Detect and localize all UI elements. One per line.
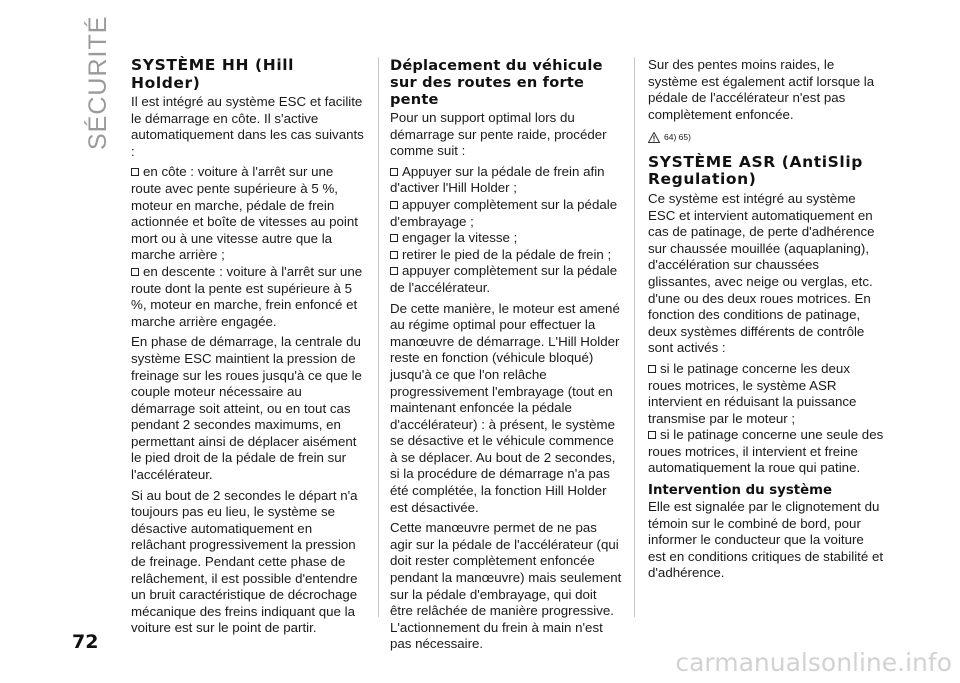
paragraph: Cette manœuvre permet de ne pas agir sur la pédale de l'accélérateur (qui doit rester complètement enfoncée pendant la manœuvre) mais seulement sur la pédale d'embrayage, qui doit être relâchée de manière progressive. L'actionnement du frein à main n'est pas nécessaire. (390, 520, 622, 652)
heading-asr: SYSTÈME ASR (AntiSlip Regulation) (648, 152, 863, 189)
paragraph: De cette manière, le moteur est amené au régime optimal pour effectuer la manœuvre de démarrage. L'Hill Holder reste en fonction (véhicule bloqué) jusqu'à ce que l'on relâche progressivement l'embrayage (tout en maintenant enfoncée la pédale d'accélérateur) : à présent, le système se désactive et le véhicule commence à se déplacer. Au bout de 2 secondes, si la procédure de démarrage n'a pas été complétée, la fonction Hill Holder est désactivée. (390, 300, 620, 515)
bullet-square-icon (390, 234, 398, 242)
bullet-item (648, 427, 884, 477)
column-2 (390, 57, 622, 657)
paragraph: Ce système est intégré au système ESC et intervient automatiquement en cas de patinage, de perte d'adhérence sur chaussée mouillée (aquaplaning), d'accélération sur chaussées glissantes, avec neige ou verglas, etc. d'une ou des deux roues motrices. En fonction des conditions de patinage, deux systèmes différents de contrôle sont activés : (648, 190, 875, 356)
warning-triangle-icon (648, 132, 660, 143)
bullet-item (648, 361, 884, 427)
paragraph: Pour un support optimal lors du démarrage sur pente raide, procéder comme suit : (390, 110, 607, 159)
bullet-square-icon (390, 168, 398, 176)
heading-hill-holder: SYSTÈME HH (Hill Holder) (131, 56, 295, 92)
page-number: 72 (72, 631, 99, 653)
bullet-item (131, 164, 367, 264)
bullet-text: si le patinage concerne une seule des roues motrices, il intervient et freine automatiquement la roue qui patine. (648, 427, 884, 476)
bullet-square-icon (390, 201, 398, 209)
paragraph: Sur des pentes moins raides, le système est également actif lorsque la pédale de l'accélérateur n'est pas complètement enfoncée. (648, 57, 875, 122)
bullet-text: en côte : voiture à l'arrêt sur une route avec pente supérieure à 5 %, moteur en marche, pédale de frein actionnée et boîte de vitesses au point mort ou à une vitesse autre que la marche arrière ; (131, 164, 358, 263)
section-title-text: SÉCURITÉ (84, 15, 112, 150)
bullet-text: engager la vitesse ; (402, 230, 518, 246)
paragraph: En phase de démarrage, la centrale du système ESC maintient la pression de freinage sur les roues jusqu'à ce que le couple moteur nécessaire au démarrage soit atteint, ou en tout cas pendant 2 secondes maximums, en permettant ainsi de déplacer aisément le pied droit de la pédale de frein sur l'accélérateur. (131, 334, 362, 483)
bullet-square-icon (131, 168, 139, 176)
bullet-item (390, 263, 622, 296)
bullet-item (390, 164, 622, 197)
bullet-square-icon (648, 431, 656, 439)
heading-steep-slope: Déplacement du véhicule sur des routes en forte pente (390, 57, 603, 108)
bullet-text: si le patinage concerne les deux roues motrices, le système ASR intervient en réduisant la puissance transmise par le moteur ; (648, 360, 857, 426)
bullet-item (390, 247, 622, 264)
paragraph: Il est intégré au système ESC et facilite le démarrage en côte. Il s'active automatiquement dans les cas suivants : (131, 94, 364, 159)
bullet-square-icon (648, 365, 656, 373)
bullet-text: appuyer complètement sur la pédale d'embrayage ; (390, 196, 618, 229)
column-divider (378, 57, 379, 617)
warning-refs: 64) 65) (664, 132, 691, 143)
watermark: carmanualsonline.info (675, 648, 952, 677)
bullet-square-icon (131, 268, 139, 276)
bullet-text: appuyer complètement sur la pédale de l'accélérateur. (390, 263, 618, 295)
paragraph: Elle est signalée par le clignotement du témoin sur le combiné de bord, pour informer le conducteur que la voiture est en conditions critiques de stabilité et d'adhérence. (648, 499, 884, 581)
bullet-square-icon (390, 251, 398, 259)
subheading-intervention: Intervention du système (648, 483, 833, 499)
column-divider (634, 57, 635, 617)
bullet-text: Appuyer sur la pédale de frein afin d'activer l'Hill Holder ; (390, 163, 605, 196)
column-1 (131, 57, 367, 641)
column-3 (648, 57, 884, 586)
bullet-text: en descente : voiture à l'arrêt sur une route dont la pente est supérieure à 5 %, moteur en marche, frein enfoncé et marche arrière engagée. (131, 263, 363, 329)
bullet-item (131, 264, 367, 330)
bullet-text: retirer le pied de la pédale de frein ; (402, 246, 612, 262)
warning-reference (648, 129, 884, 146)
bullet-item (390, 197, 622, 230)
paragraph: Si au bout de 2 secondes le départ n'a toujours pas eu lieu, le système se désactive automatiquement en relâchant progressivement la pression de freinage. Pendant cette phase de relâchement, il est possible d'entendre un bruit caractéristique de décrochage mécanique des freins indiquant que la voiture est sur le point de partir. (131, 487, 358, 636)
bullet-square-icon (390, 267, 398, 275)
bullet-item (390, 230, 622, 247)
